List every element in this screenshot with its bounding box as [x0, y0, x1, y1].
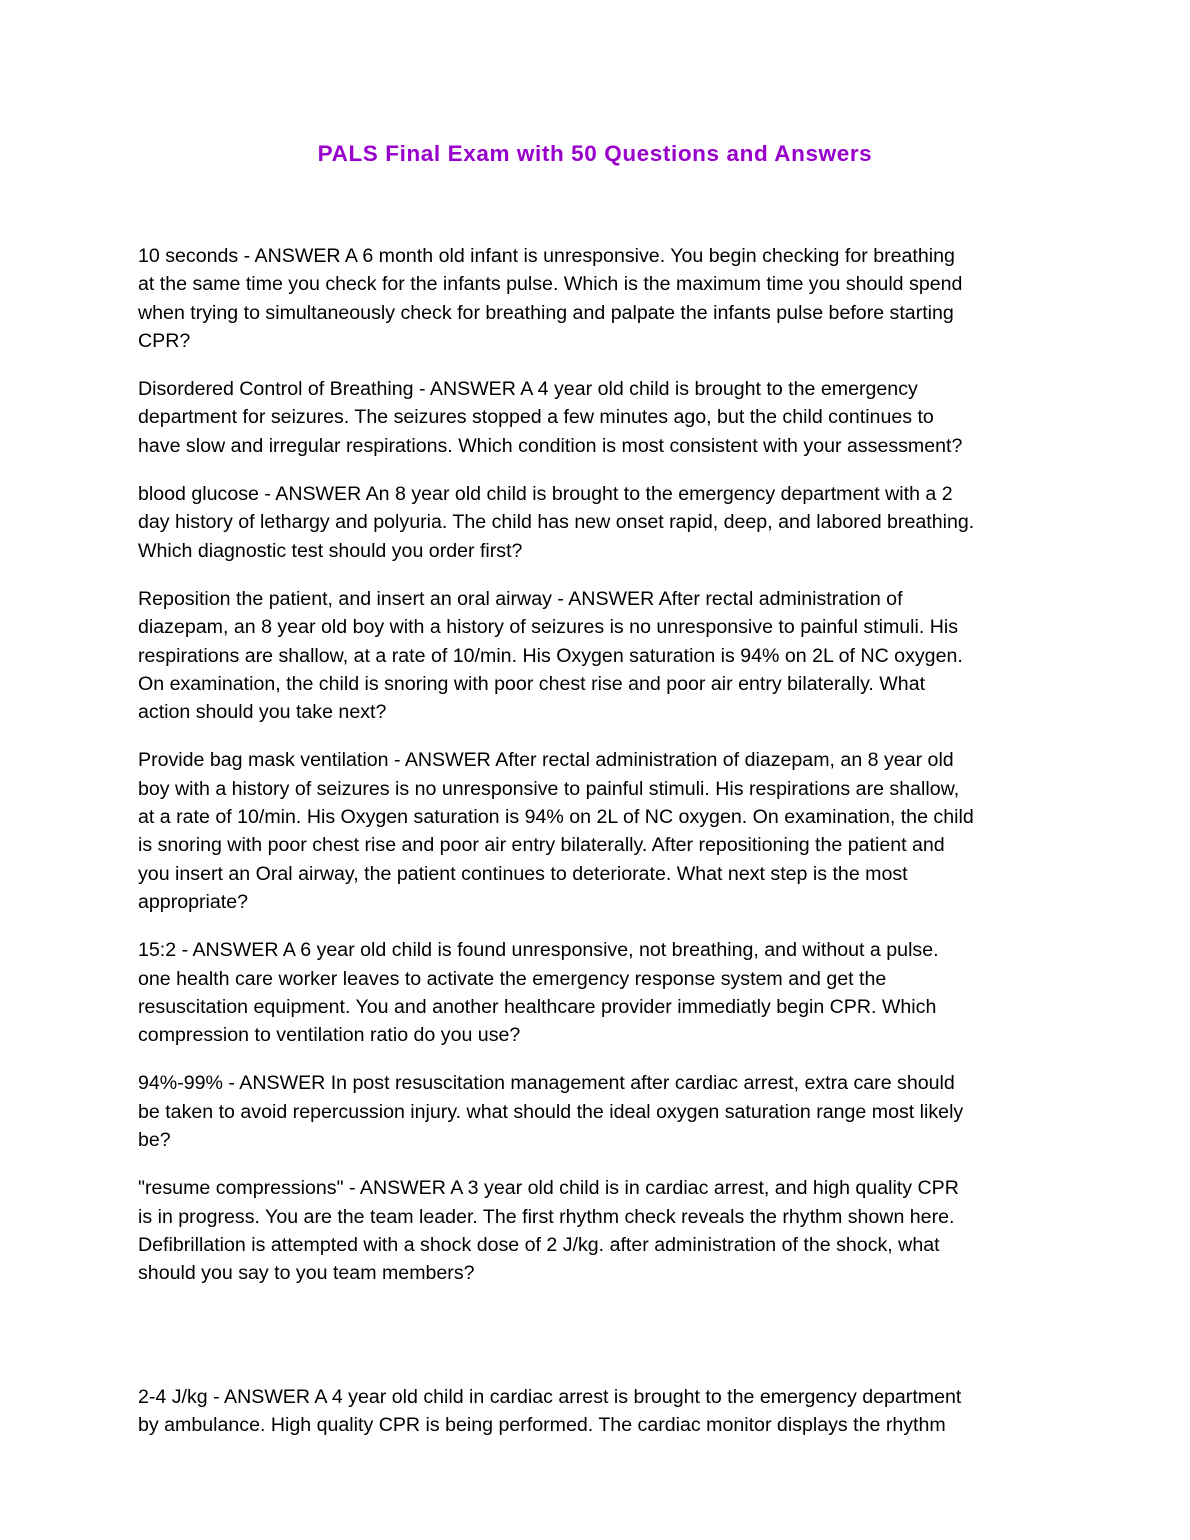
text-line: "resume compressions" - ANSWER A 3 year old child is in cardiac arrest, and high quality CPR [138, 1177, 959, 1200]
text-line: compression to ventilation ratio do you use? [138, 1024, 521, 1047]
text-line: should you say to you team members? [138, 1262, 475, 1285]
text-line: action should you take next? [138, 701, 387, 724]
qa-paragraph [138, 375, 1068, 460]
text-line: you insert an Oral airway, the patient continues to deteriorate. What next step is the most [138, 862, 908, 885]
text-line: have slow and irregular respirations. Which condition is most consistent with your assessment? [138, 434, 963, 457]
qa-paragraph [138, 936, 1068, 1049]
text-line: Reposition the patient, and insert an oral airway - ANSWER After rectal administration of [138, 587, 903, 610]
qa-paragraph [138, 1174, 1068, 1287]
text-line: respirations are shallow, at a rate of 10/min. His Oxygen saturation is 94% on 2L of NC oxygen. [138, 644, 963, 667]
text-line: Provide bag mask ventilation - ANSWER After rectal administration of diazepam, an 8 year old [138, 749, 954, 772]
text-line: 94%-99% - ANSWER In post resuscitation management after cardiac arrest, extra care should [138, 1072, 955, 1095]
text-line: 10 seconds - ANSWER A 6 month old infant is unresponsive. You begin checking for breathing [138, 245, 955, 267]
text-line: resuscitation equipment. You and another healthcare provider immediatly begin CPR. Which [138, 995, 937, 1018]
text-line: be taken to avoid repercussion injury. what should the ideal oxygen saturation range most likely [138, 1100, 964, 1123]
document-body [138, 242, 1068, 1459]
qa-paragraph [138, 242, 1068, 355]
document-title: PALS Final Exam with 50 Questions and Answers [317, 141, 873, 166]
text-line: when trying to simultaneously check for breathing and palpate the infants pulse before starting [138, 301, 954, 324]
text-line: On examination, the child is snoring with poor chest rise and poor air entry bilaterally. What [138, 672, 926, 695]
text-line: department for seizures. The seizures stopped a few minutes ago, but the child continues to [138, 406, 934, 429]
text-line: diazepam, an 8 year old boy with a history of seizures is no unresponsive to painful stimuli. His [138, 616, 959, 639]
qa-paragraph [138, 746, 1068, 916]
qa-paragraph [138, 585, 1068, 726]
qa-paragraph [138, 480, 1068, 565]
text-line: day history of lethargy and polyuria. The child has new onset rapid, deep, and labored breathing. [138, 511, 975, 534]
text-line: appropriate? [138, 890, 249, 913]
text-line: Defibrillation is attempted with a shock dose of 2 J/kg. after administration of the shock, what [138, 1233, 940, 1256]
text-line: one health care worker leaves to activate the emergency response system and get the [138, 967, 887, 990]
text-line: at a rate of 10/min. His Oxygen saturation is 94% on 2L of NC oxygen. On examination, the child [138, 806, 974, 829]
text-line: by ambulance. High quality CPR is being performed. The cardiac monitor displays the rhythm [138, 1413, 946, 1436]
text-line: 15:2 - ANSWER A 6 year old child is found unresponsive, not breathing, and without a pulse. [138, 939, 939, 962]
text-line: 2-4 J/kg - ANSWER A 4 year old child in cardiac arrest is brought to the emergency department [138, 1385, 962, 1408]
text-line: is snoring with poor chest rise and poor air entry bilaterally. After repositioning the patient and [138, 834, 945, 857]
text-line: Disordered Control of Breathing - ANSWER A 4 year old child is brought to the emergency [138, 378, 918, 401]
text-line: Which diagnostic test should you order first? [138, 539, 523, 562]
text-line: CPR? [138, 329, 191, 352]
text-line: is in progress. You are the team leader. The first rhythm check reveals the rhythm shown here. [138, 1205, 955, 1228]
text-line: boy with a history of seizures is no unresponsive to painful stimuli. His respirations are shallow, [138, 777, 960, 800]
text-line: blood glucose - ANSWER An 8 year old child is brought to the emergency department with a 2 [138, 483, 953, 506]
text-line: at the same time you check for the infants pulse. Which is the maximum time you should spend [138, 273, 963, 296]
qa-paragraph [138, 1383, 1068, 1440]
qa-paragraph [138, 1069, 1068, 1154]
text-line: be? [138, 1129, 171, 1152]
